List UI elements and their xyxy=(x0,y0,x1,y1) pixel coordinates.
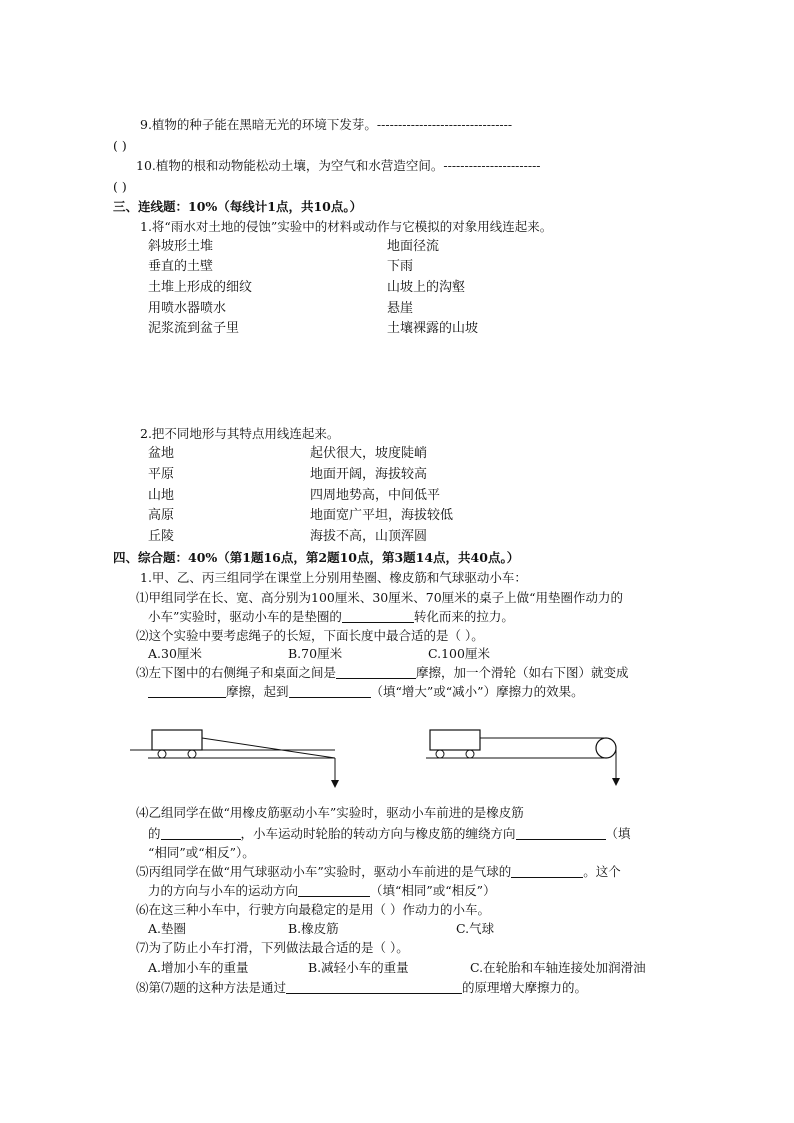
s4-line-c: “相同”或“相反”）。 xyxy=(148,845,255,860)
cart-body xyxy=(430,730,480,750)
s2-text: ⑵这个实验中要考虑绳子的长短，下面长度中最合适的是（ ）。 xyxy=(136,628,484,643)
q2-right-item[interactable]: 地面宽广平坦，海拔较低 xyxy=(310,508,454,523)
s2-option-a[interactable]: A.30厘米 xyxy=(148,646,202,661)
s6-option-c[interactable]: C.气球 xyxy=(456,921,495,936)
part3-q1-prompt: 1.将“雨水对土地的侵蚀”实验中的材料或动作与它模拟的对象用线连起来。 xyxy=(140,219,553,234)
s2-option-b[interactable]: B.70厘米 xyxy=(288,646,343,661)
s3-blank-3[interactable] xyxy=(289,684,371,698)
cart-wheel xyxy=(158,750,166,758)
part4-heading: 四、综合题：40%（第1题16点，第2题10点，第3题14点，共40点。） xyxy=(113,550,520,565)
s6-text: ⑹在这三种小车中，行驶方向最稳定的是用（ ）作动力的小车。 xyxy=(136,902,490,917)
q10-text: 10.植物的根和动物能松动土壤，为空气和水营造空间。----------------------- xyxy=(136,158,541,173)
q2-left-item[interactable]: 盆地 xyxy=(148,446,175,461)
s4-line-a: ⑷乙组同学在做“用橡皮筋驱动小车”实验时，驱动小车前进的是橡皮筋 xyxy=(136,805,524,820)
q1-right-item[interactable]: 山坡上的沟壑 xyxy=(387,280,466,295)
s4-line-b: 的 ，小车运动时轮胎的转动方向与橡皮筋的缠绕方向 （填 xyxy=(148,826,631,841)
s4-blank-1[interactable] xyxy=(161,826,241,840)
weight-arrow xyxy=(612,778,620,786)
q2-left-item[interactable]: 平原 xyxy=(148,467,175,482)
part4-q1-intro: 1.甲、乙、丙三组同学在课堂上分别用垫圈、橡皮筋和气球驱动小车： xyxy=(140,570,527,585)
s5-blank-1[interactable] xyxy=(511,864,583,878)
s7-text: ⑺为了防止小车打滑，下列做法最合适的是（ ）。 xyxy=(136,940,409,955)
cart-with-pulley-diagram xyxy=(424,722,624,792)
q2-left-item[interactable]: 丘陵 xyxy=(148,529,175,544)
s6-option-a[interactable]: A.垫圈 xyxy=(148,921,187,936)
q10-answer-paren[interactable]: ( ) xyxy=(113,179,127,194)
cart-wheel xyxy=(436,750,444,758)
q1-left-item[interactable]: 用喷水器喷水 xyxy=(148,301,227,316)
q2-right-item[interactable]: 地面开阔，海拔较高 xyxy=(310,467,428,482)
q2-right-item[interactable]: 四周地势高，中间低平 xyxy=(310,488,441,503)
q9-text: 9.植物的种子能在黑暗无光的环境下发芽。-------------------------------- xyxy=(140,117,513,132)
part3-heading: 三、连线题：10%（每线计1点，共10点。） xyxy=(113,199,363,214)
q2-right-item[interactable]: 海拔不高，山顶浑圆 xyxy=(310,529,428,544)
s7-option-c[interactable]: C.在轮胎和车轴连接处加润滑油 xyxy=(470,960,646,975)
rope xyxy=(202,738,335,758)
q1-left-item[interactable]: 土堆上形成的细纹 xyxy=(148,280,253,295)
cart-wheel xyxy=(188,750,196,758)
q9-answer-paren[interactable]: ( ) xyxy=(113,138,127,153)
s1-line-b: 小车”实验时，驱动小车的是垫圈的 转化而来的拉力。 xyxy=(148,609,514,624)
q2-right-item[interactable]: 起伏很大，坡度陡峭 xyxy=(310,446,428,461)
s5-line-a: ⑸丙组同学在做“用气球驱动小车”实验时，驱动小车前进的是气球的 。这个 xyxy=(136,864,621,879)
s6-option-b[interactable]: B.橡皮筋 xyxy=(288,921,339,936)
q1-left-item[interactable]: 垂直的土壁 xyxy=(148,259,214,274)
s8-text: ⑻第⑺题的这种方法是通过 的原理增大摩擦力的。 xyxy=(136,980,588,995)
q2-left-item[interactable]: 高原 xyxy=(148,508,175,523)
s5-blank-2[interactable] xyxy=(298,883,370,897)
cart-no-pulley-diagram xyxy=(130,722,345,792)
s3-blank-1[interactable] xyxy=(336,665,416,679)
weight-arrow xyxy=(331,780,339,788)
s3-line-a: ⑶左下图中的右侧绳子和桌面之间是 摩擦，加一个滑轮（如右下图）就变成 xyxy=(136,665,629,680)
q2-left-item[interactable]: 山地 xyxy=(148,488,175,503)
q1-left-item[interactable]: 泥浆流到盆子里 xyxy=(148,321,240,336)
s1-blank[interactable] xyxy=(342,609,414,623)
s5-line-b: 力的方向与小车的运动方向 （填“相同”或“相反”） xyxy=(148,883,496,898)
s2-option-c[interactable]: C.100厘米 xyxy=(428,646,490,661)
s3-blank-2[interactable] xyxy=(148,684,226,698)
part3-q2-prompt: 2.把不同地形与其特点用线连起来。 xyxy=(140,426,340,441)
s7-option-b[interactable]: B.减轻小车的重量 xyxy=(308,960,409,975)
cart-wheel xyxy=(466,750,474,758)
q1-right-item[interactable]: 地面径流 xyxy=(387,239,440,254)
cart-body xyxy=(152,730,202,750)
s3-line-b: 摩擦，起到 （填“增大”或“减小”）摩擦力的效果。 xyxy=(148,684,584,700)
q1-right-item[interactable]: 土壤裸露的山坡 xyxy=(387,321,479,336)
q1-right-item[interactable]: 下雨 xyxy=(387,259,414,274)
s7-option-a[interactable]: A.增加小车的重量 xyxy=(148,960,249,975)
s8-blank[interactable] xyxy=(286,980,462,994)
q1-left-item[interactable]: 斜坡形土堆 xyxy=(148,239,214,254)
pulley xyxy=(596,738,616,758)
q1-right-item[interactable]: 悬崖 xyxy=(387,301,414,316)
s4-blank-2[interactable] xyxy=(516,826,606,840)
s1-line-a: ⑴甲组同学在长、宽、高分别为100厘米、30厘米、70厘米的桌子上做“用垫圈作动力的 xyxy=(136,590,624,605)
